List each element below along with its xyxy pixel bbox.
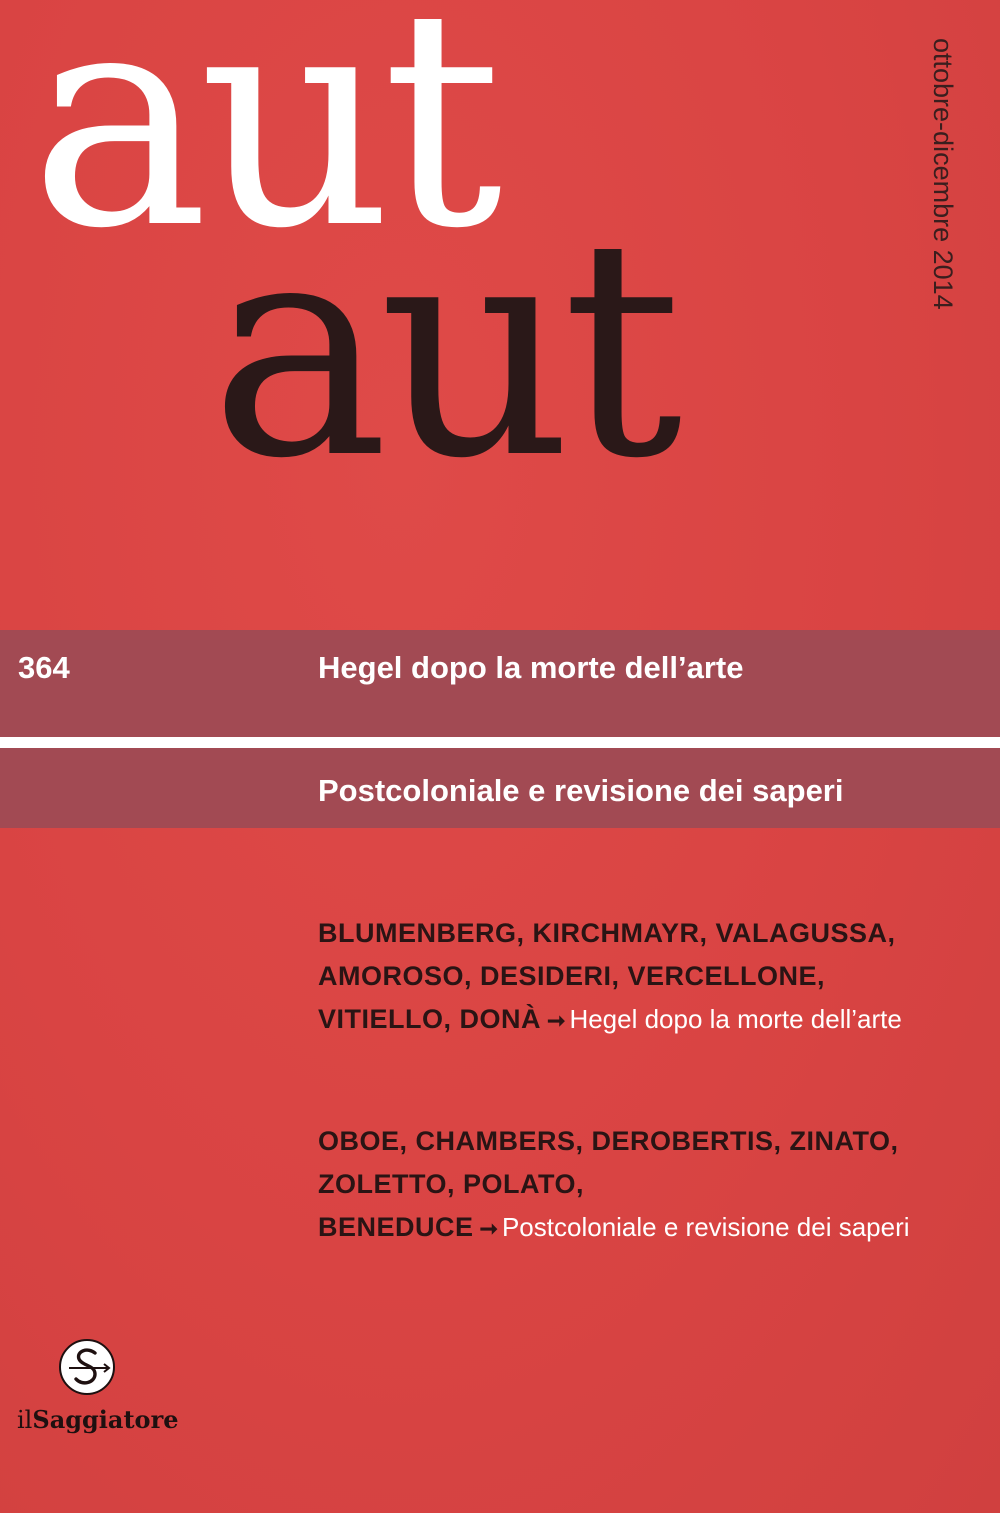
publisher-name [17, 1405, 178, 1434]
issue-number: 364 [18, 650, 70, 685]
section-postcoloniale [318, 1120, 918, 1250]
section-topic: Postcoloniale e revisione dei saperi [501, 1212, 910, 1242]
section-hegel [318, 912, 918, 1042]
issue-title-2: Postcoloniale e revisione dei saperi [318, 773, 844, 808]
section-authors: BLUMENBERG, KIRCHMAYR, VALAGUSSA, AMOROSO, DESIDERI, VERCELLONE, VITIELLO, DONÀ [318, 918, 896, 1034]
arrow-right-icon: ➞ [547, 1008, 566, 1033]
band-divider [0, 737, 1000, 748]
section-topic: Hegel dopo la morte dell’arte [569, 1004, 902, 1034]
publisher-prefix: il [17, 1406, 33, 1434]
publisher-title: Saggiatore [32, 1405, 179, 1434]
section-authors: OBOE, CHAMBERS, DEROBERTIS, ZINATO, ZOLETTO, POLATO, BENEDUCE [318, 1126, 899, 1242]
issue-title-1: Hegel dopo la morte dell’arte [318, 650, 744, 685]
arrow-right-icon: ➞ [479, 1216, 498, 1241]
issue-date: ottobre-dicembre 2014 [928, 38, 958, 310]
publisher-logo-icon [58, 1338, 116, 1396]
logo-aut-black: aut [210, 175, 673, 524]
logo-aut-white: aut [30, 0, 493, 294]
